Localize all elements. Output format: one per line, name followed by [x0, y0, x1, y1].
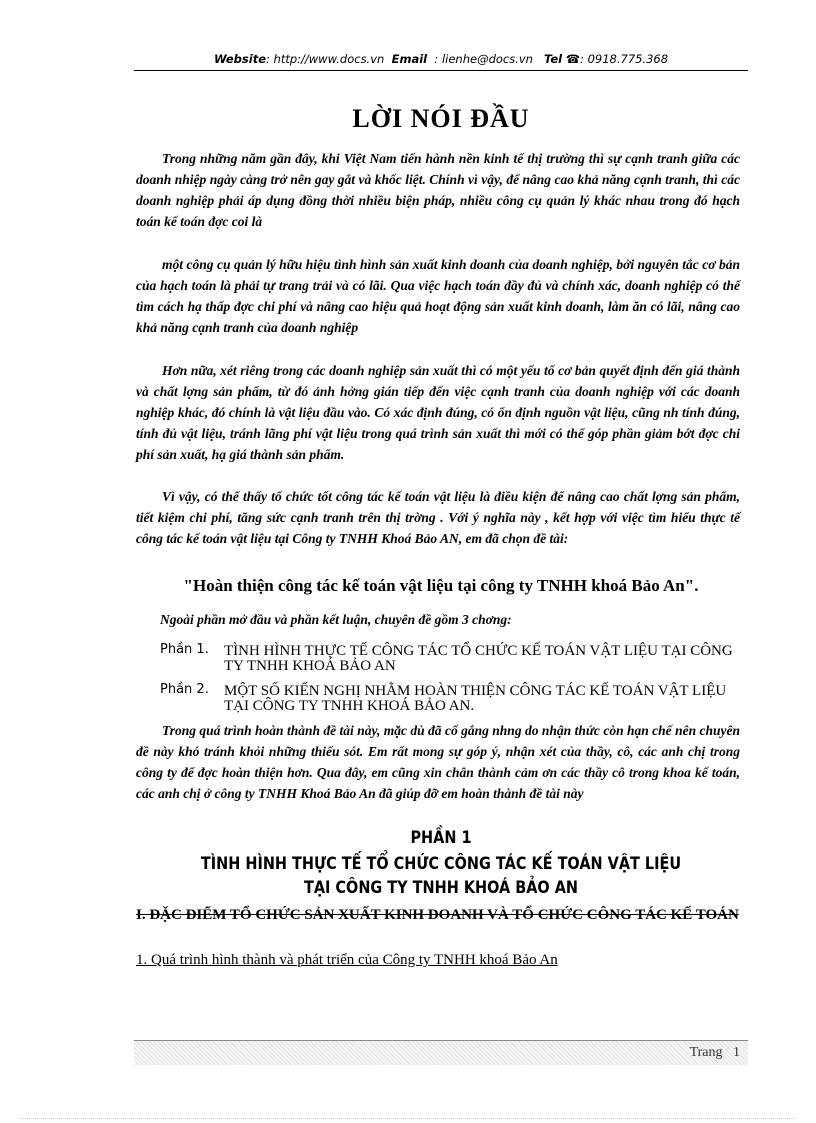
email-label: Email	[391, 52, 428, 66]
part-heading-number: PHẦN 1	[410, 828, 472, 848]
intro-text: Ngoài phần mở đầu và phần kết luận, chuyên đề gồm 3 chơng:	[160, 612, 512, 627]
part-label: Phần 1.	[160, 642, 209, 657]
page-bottom-divider	[20, 1118, 796, 1119]
page-number	[690, 1045, 740, 1061]
email-value: : lienhe@docs.vn	[434, 52, 533, 66]
part-text: MỘT SỐ KIẾN NGHỊ NHẰM HOÀN THIỆN CÔNG TÁC KẾ TOÁN VẬT LIỆU TẠI CÔNG TY TNHH KHOÁ BẢO AN.	[224, 683, 727, 714]
phone-icon: ☎	[565, 52, 581, 66]
part-heading-line-1: TÌNH HÌNH THỰC TẾ TỔ CHỨC CÔNG TÁC KẾ TOÁN VẬT LIỆU	[200, 854, 682, 874]
thesis-title: "Hoàn thiện công tác kế toán vật liệu tại công ty TNHH khoá Bảo An".	[183, 576, 699, 595]
page-footer	[134, 1040, 748, 1065]
tel-label: Tel	[543, 52, 563, 66]
part-label: Phần 2.	[160, 682, 209, 697]
subsection-heading: 1. Quá trình hình thành và phát triển của Công ty TNHH khoá Bảo An	[136, 952, 558, 968]
page-number-value: 1	[733, 1045, 740, 1060]
closing-paragraph: Trong quá trình hoàn thành đề tài này, mặc dù đã cố gắng nhng do nhận thức còn hạn chế nên chuyên đề này khó tránh khỏi những thiếu sót. Em rất mong sự góp ý, nhận xét của thầy, cô, các anh chị trong công ty để đợc hoàn thiện hơn. Qua đây, em cũng xin chân thành cảm ơn các thầy cô trong khoa kế toán, các anh chị ở công ty TNHH Khoá Bảo An đã giúp đỡ em hoàn thành đề tài này	[136, 723, 740, 801]
paragraph-3: Hơn nữa, xét riêng trong các doanh nghiệp sản xuất thì có một yếu tố cơ bản quyết định đến giá thành và chất lợng sản phẩm, từ đó ảnh hởng gián tiếp đến việc cạnh tranh của doanh nghiệp với các doanh nghiệp khác, đó chính là vật liệu đầu vào. Có xác định đúng, có ổn định nguồn vật liệu, cũng nh tính đúng, tính đủ vật liệu, tránh lãng phí vật liệu trong quá trình sản xuất thì mới có thể góp phần giảm bớt đợc chi phí sản xuất, hạ giá thành sản phẩm.	[136, 363, 740, 462]
paragraph-2: một công cụ quản lý hữu hiệu tình hình sản xuất kinh doanh của doanh nghiệp, bởi nguyên tắc cơ bản của hạch toán là phải tự trang trải và có lãi. Qua việc hạch toán đầy đủ và chính xác, doanh nghiệp có thể tìm cách hạ thấp đợc chi phí và nâng cao hiệu quả hoạt động sản xuất kinh doanh, làm ăn có lãi, nâng cao khả năng cạnh tranh của doanh nghiệp	[136, 257, 740, 335]
page-label: Trang	[689, 1045, 723, 1060]
website-value: : http://www.docs.vn	[266, 52, 385, 66]
part-text: TÌNH HÌNH THỰC TẾ CÔNG TÁC TỔ CHỨC KẾ TOÁN VẬT LIỆU TẠI CÔNG TY TNHH KHOÁ BẢO AN	[224, 643, 733, 674]
page-title: LỜI NÓI ĐẦU	[352, 104, 530, 133]
paragraph-4: Vì vậy, có thể thấy tổ chức tốt công tác kế toán vật liệu là điều kiện để nâng cao chất lợng sản phẩm, tiết kiệm chi phí, tăng sức cạnh tranh trên thị trờng . Với ý nghĩa này , kết hợp với việc tìm hiểu thực tế công tác kế toán vật liệu tại Công ty TNHH Khoá Bảo AN, em đã chọn đề tài:	[136, 489, 740, 546]
part-heading-line-2: TẠI CÔNG TY TNHH KHOÁ BẢO AN	[303, 878, 579, 898]
page-header	[134, 52, 748, 71]
paragraph-1: Trong những năm gần đây, khi Việt Nam tiến hành nền kinh tế thị trường thì sự cạnh tranh giữa các doanh nhiệp ngày càng trở nên gay gắt và khốc liệt. Chính vì vậy, để nâng cao khả năng cạnh tranh, thì các doanh nghiệp phải áp dụng đồng thời nhiều biện pháp, nhiều công cụ quản lý khác nhau trong đó hạch toán kế toán đợc coi là	[136, 151, 740, 229]
website-label: Website	[213, 52, 267, 66]
section-heading: I. ĐẶC ĐIỂM TỔ CHỨC SẢN XUẤT KINH DOANH VÀ TỔ CHỨC CÔNG TÁC KẾ TOÁN	[136, 907, 739, 923]
tel-value: : 0918.775.368	[580, 52, 669, 66]
